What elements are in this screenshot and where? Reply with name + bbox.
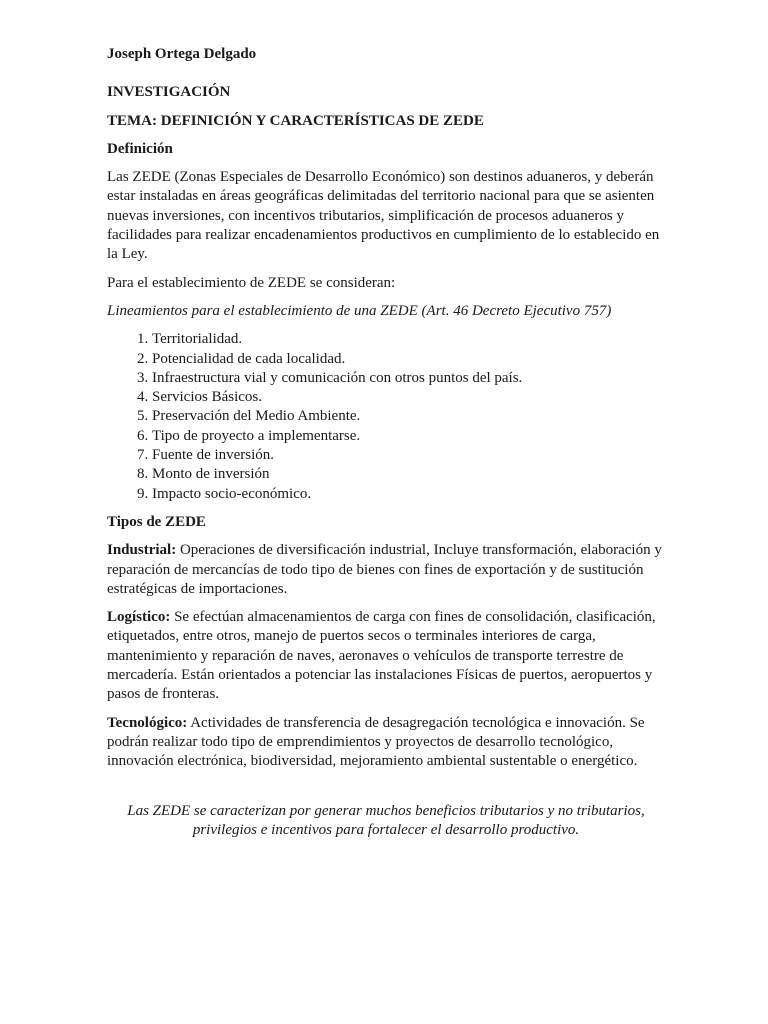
document-page: [107, 45, 665, 840]
type-logistico: [107, 608, 665, 704]
section-label: INVESTIGACIÓN: [107, 84, 231, 101]
list-item: 6. Tipo de proyecto a implementarse.: [152, 427, 665, 446]
author-name: Joseph Ortega Delgado: [107, 46, 257, 62]
type-logistico-label: Logístico:: [107, 609, 171, 626]
list-item: 7. Fuente de inversión.: [152, 446, 665, 465]
list-item: 4. Servicios Básicos.: [152, 388, 665, 407]
types-heading: Tipos de ZEDE: [107, 513, 206, 530]
list-item: 1. Territorialidad.: [152, 330, 665, 349]
type-tecnologico: [107, 714, 665, 772]
establishment-intro: Para el establecimiento de ZEDE se consideran:: [107, 274, 396, 291]
list-item: 5. Preservación del Medio Ambiente.: [152, 407, 665, 426]
guidelines-list: [107, 330, 665, 504]
list-item: 3. Infraestructura vial y comunicación con otros puntos del país.: [152, 369, 665, 388]
type-industrial-label: Industrial:: [107, 542, 177, 559]
definition-paragraph: Las ZEDE (Zonas Especiales de Desarrollo Económico) son destinos aduaneros, y deberán estar instaladas en áreas geográficas delimitadas del territorio nacional para que se asienten nuevas inversiones, con incentivos tributarios, simplificación de procesos aduaneros y facilidades para realizar encadenamientos productivos en cumplimiento de lo establecido en la Ley.: [107, 169, 660, 263]
closing-statement: Las ZEDE se caracterizan por generar muchos beneficios tributarios y no tributarios, privilegios e incentivos para fortalecer el desarrollo productivo.: [127, 802, 645, 838]
type-industrial: [107, 541, 665, 599]
guidelines-title: Lineamientos para el establecimiento de una ZEDE (Art. 46 Decreto Ejecutivo 757): [107, 302, 612, 319]
topic-title: TEMA: DEFINICIÓN Y CARACTERÍSTICAS DE ZEDE: [107, 112, 484, 129]
type-tecnologico-text: Actividades de transferencia de desagregación tecnológica e innovación. Se podrán realizar todo tipo de emprendimientos y proyectos de desarrollo tecnológico, innovación electrónica, biodiversidad, mejoramiento ambiental sustentable o energético.: [107, 714, 645, 770]
type-tecnologico-label: Tecnológico:: [107, 714, 188, 731]
list-item: 9. Impacto socio-económico.: [152, 485, 665, 504]
type-logistico-text: Se efectúan almacenamientos de carga con fines de consolidación, clasificación, etiquetados, entre otros, manejo de puertos secos o terminales interiores de carga, mantenimiento y reparación de naves, aeronaves o vehículos de transporte terrestre de mercadería. Están orientados a potenciar las instalaciones Físicas de puertos, aeropuertos y pasos de fronteras.: [107, 609, 656, 703]
list-item: 2. Potencialidad de cada localidad.: [152, 350, 665, 369]
definition-heading: Definición: [107, 140, 173, 157]
type-industrial-text: Operaciones de diversificación industrial, Incluye transformación, elaboración y reparación de mercancías de todo tipo de bienes con fines de exportación y de sustitución estratégicas de importaciones.: [107, 542, 662, 597]
list-item: 8. Monto de inversión: [152, 465, 665, 484]
